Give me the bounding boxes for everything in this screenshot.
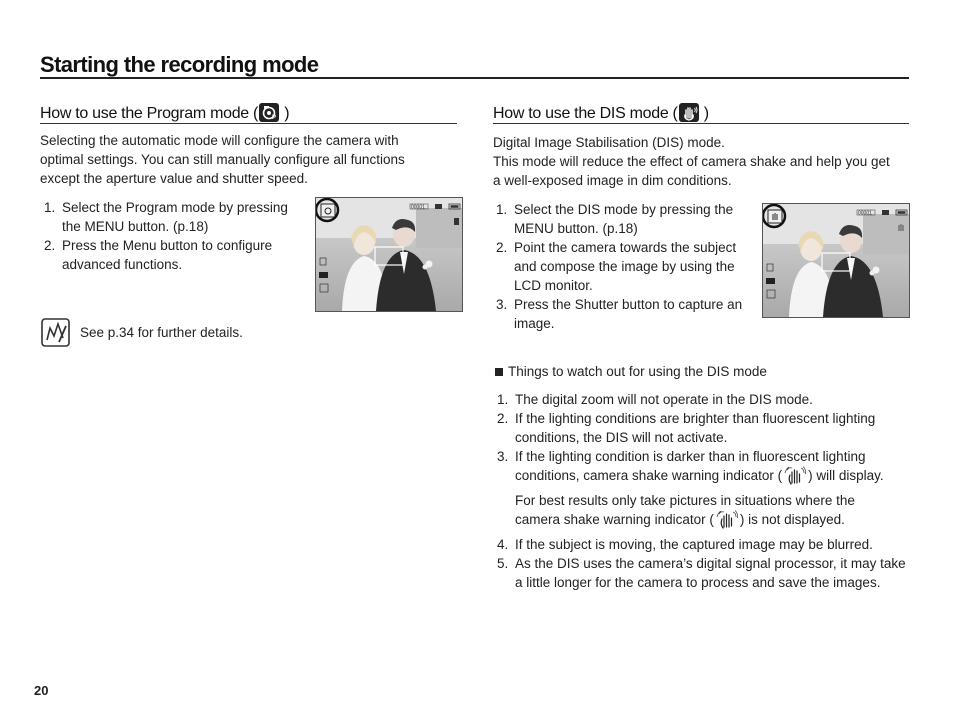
item-line: As the DIS uses the camera’s digital signal processor, it may take	[515, 556, 906, 571]
step-line: MENU button. (p.18)	[514, 221, 638, 236]
item-line: The digital zoom will not operate in the DIS mode.	[515, 392, 813, 407]
watch-heading	[495, 362, 767, 381]
program-heading-text: How to use the Program mode (	[40, 105, 259, 122]
page-title: Starting the recording mode	[40, 52, 319, 77]
dis-heading-text: How to use the DIS mode (	[493, 105, 678, 122]
watch-item	[493, 447, 913, 535]
dis-intro-line: This mode will reduce the effect of camera shake and help you get	[493, 154, 890, 169]
dis-heading-rule	[493, 123, 909, 124]
watch-list	[493, 390, 913, 592]
program-step	[40, 198, 310, 236]
step-number: 1.	[496, 202, 508, 217]
step-line: the MENU button. (p.18)	[62, 219, 209, 234]
step-line: Press the Shutter button to capture an	[514, 297, 743, 312]
dis-intro-line: a well-exposed image in dim conditions.	[493, 173, 732, 188]
step-number: 1.	[44, 200, 56, 215]
svg-text:P: P	[272, 115, 276, 121]
item-line: conditions, the DIS will not activate.	[515, 430, 728, 445]
program-intro-line: Selecting the automatic mode will configure the camera with	[40, 133, 399, 148]
watch-item	[493, 390, 913, 409]
program-heading-rule	[40, 123, 457, 124]
program-step	[40, 236, 310, 274]
dis-mode-heading	[493, 103, 709, 123]
item-line: a little longer for the camera to process and save the images.	[515, 575, 881, 590]
program-mode-icon	[259, 103, 279, 122]
camera-shake-warning-icon	[784, 466, 806, 491]
item-line	[515, 466, 913, 491]
step-line: LCD monitor.	[514, 278, 593, 293]
note-text: See p.34 for further details.	[80, 325, 243, 340]
program-heading-close: )	[280, 105, 290, 122]
watch-item	[493, 554, 913, 592]
dis-intro	[493, 133, 913, 190]
program-lcd-preview	[315, 197, 463, 312]
dis-step	[492, 200, 762, 238]
page-number: 20	[34, 683, 49, 698]
step-number: 3.	[496, 297, 508, 312]
program-mode-heading	[40, 103, 289, 123]
step-number: 2.	[496, 240, 508, 255]
dis-mode-icon	[679, 103, 699, 122]
item-text: ) will display.	[808, 468, 884, 483]
note-icon	[41, 318, 70, 347]
program-steps	[40, 198, 310, 274]
dis-lcd-preview	[762, 203, 910, 318]
dis-step	[492, 295, 762, 333]
watch-item	[493, 409, 913, 447]
item-text: camera shake warning indicator (	[515, 512, 714, 527]
item-number: 4.	[497, 537, 509, 552]
watch-item	[493, 535, 913, 554]
item-number: 1.	[497, 392, 509, 407]
item-number: 2.	[497, 411, 509, 426]
item-line: For best results only take pictures in situations where the	[515, 493, 855, 508]
step-line: Point the camera towards the subject	[514, 240, 737, 255]
lcd-frame-counter: 00001	[411, 204, 425, 211]
dis-intro-line: Digital Image Stabilisation (DIS) mode.	[493, 135, 725, 150]
dis-step	[492, 238, 762, 295]
item-line: If the lighting condition is darker than in fluorescent lighting	[515, 449, 866, 464]
step-line: and compose the image by using the	[514, 259, 735, 274]
item-text: ) is not displayed.	[739, 512, 845, 527]
step-line: advanced functions.	[62, 257, 183, 272]
title-rule	[40, 77, 909, 79]
step-number: 2.	[44, 238, 56, 253]
watch-heading-text: Things to watch out for using the DIS mode	[508, 364, 767, 379]
item-line: If the lighting conditions are brighter than fluorescent lighting	[515, 411, 876, 426]
item-line: If the subject is moving, the captured image may be blurred.	[515, 537, 873, 552]
step-line: image.	[514, 316, 555, 331]
bullet-square-icon	[495, 368, 503, 376]
dis-steps	[492, 200, 762, 333]
step-line: Press the Menu button to configure	[62, 238, 273, 253]
program-intro-line: optimal settings. You can still manually configure all functions	[40, 152, 405, 167]
step-line: Select the Program mode by pressing	[62, 200, 288, 215]
item-number: 5.	[497, 556, 509, 571]
camera-shake-warning-icon	[716, 510, 738, 535]
program-intro	[40, 131, 460, 188]
item-text: conditions, camera shake warning indicator (	[515, 468, 783, 483]
item-line	[515, 510, 913, 535]
item-number: 3.	[497, 449, 509, 464]
program-intro-line: except the aperture value and shutter speed.	[40, 171, 308, 186]
lcd-frame-counter: 00001	[858, 210, 872, 217]
dis-heading-close: )	[699, 105, 709, 122]
step-line: Select the DIS mode by pressing the	[514, 202, 734, 217]
